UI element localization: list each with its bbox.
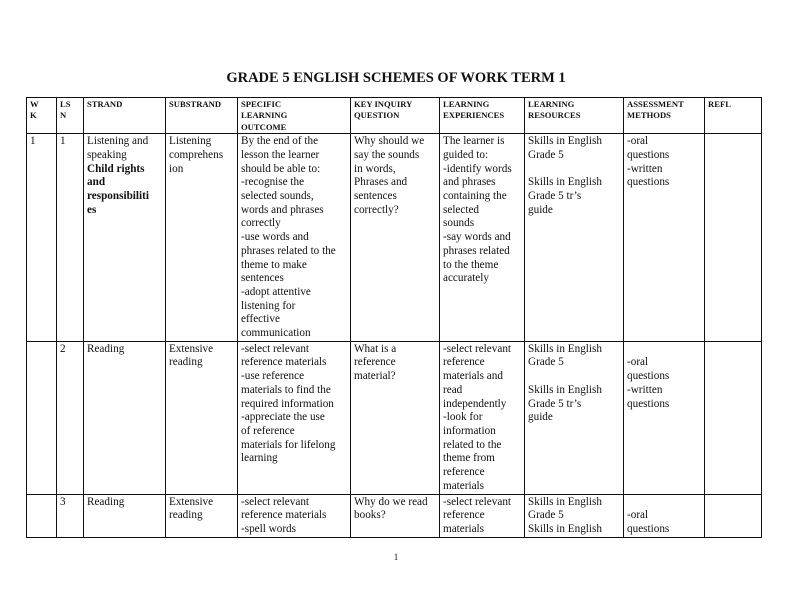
theme-text: Child rights and responsibiliti es bbox=[87, 162, 149, 216]
cell-experiences: -select relevant reference materials bbox=[440, 494, 525, 537]
header-question: KEY INQUIRY QUESTION bbox=[351, 98, 440, 134]
cell-experiences: The learner is guided to: -identify words and phrases containing the selected sounds -say words and phrases related to the theme accurately bbox=[440, 134, 525, 342]
header-lesson: LS N bbox=[57, 98, 84, 134]
cell-resources: Skills in English Grade 5 Skills in English Grade 5 tr’s guide bbox=[525, 134, 624, 342]
cell-substrand: Listening comprehens ion bbox=[166, 134, 238, 342]
cell-week: 1 bbox=[27, 134, 57, 342]
cell-lesson: 2 bbox=[57, 341, 84, 494]
header-outcome: SPECIFIC LEARNING OUTCOME bbox=[238, 98, 351, 134]
cell-question: Why should we say the sounds in words, Phrases and sentences correctly? bbox=[351, 134, 440, 342]
header-substrand: SUBSTRAND bbox=[166, 98, 238, 134]
page-number: 1 bbox=[393, 552, 399, 562]
table-row bbox=[27, 134, 762, 342]
cell-week bbox=[27, 494, 57, 537]
header-resources: LEARNING RESOURCES bbox=[525, 98, 624, 134]
cell-reflection bbox=[705, 341, 762, 494]
cell-experiences: -select relevant reference materials and read independently -look for information related to the theme from reference materials bbox=[440, 341, 525, 494]
cell-resources: Skills in English Grade 5 Skills in English Grade 5 tr’s guide bbox=[525, 341, 624, 494]
header-week: W K bbox=[27, 98, 57, 134]
table-row bbox=[27, 494, 762, 537]
strand-text: Listening and speaking bbox=[87, 135, 149, 161]
cell-lesson: 1 bbox=[57, 134, 84, 342]
cell-assessment: -oral questions -written questions bbox=[624, 134, 705, 342]
document-title: GRADE 5 ENGLISH SCHEMES OF WORK TERM 1 bbox=[226, 70, 566, 86]
cell-assessment: -oral questions -written questions bbox=[624, 341, 705, 494]
cell-question: Why do we read books? bbox=[351, 494, 440, 537]
cell-question: What is a reference material? bbox=[351, 341, 440, 494]
header-row bbox=[27, 98, 762, 134]
header-assessment: ASSESSMENT METHODS bbox=[624, 98, 705, 134]
header-reflection: REFL bbox=[705, 98, 762, 134]
cell-outcome: By the end of the lesson the learner should be able to: -recognise the selected sounds, words and phrases correctly -use words and phrases related to the theme to make sentences -adopt attentive listening for effective communication bbox=[238, 134, 351, 342]
cell-outcome: -select relevant reference materials -spell words bbox=[238, 494, 351, 537]
cell-week bbox=[27, 341, 57, 494]
cell-strand bbox=[84, 134, 166, 342]
cell-resources: Skills in English Grade 5 Skills in English bbox=[525, 494, 624, 537]
cell-substrand: Extensive reading bbox=[166, 341, 238, 494]
cell-strand: Reading bbox=[84, 494, 166, 537]
scheme-of-work-table bbox=[26, 97, 762, 538]
header-strand: STRAND bbox=[84, 98, 166, 134]
cell-reflection bbox=[705, 134, 762, 342]
cell-lesson: 3 bbox=[57, 494, 84, 537]
cell-strand: Reading bbox=[84, 341, 166, 494]
header-experiences: LEARNING EXPERIENCES bbox=[440, 98, 525, 134]
cell-assessment: -oral questions bbox=[624, 494, 705, 537]
cell-outcome: -select relevant reference materials -use reference materials to find the required information -appreciate the use of reference materials for lifelong learning bbox=[238, 341, 351, 494]
table-row bbox=[27, 341, 762, 494]
cell-reflection bbox=[705, 494, 762, 537]
cell-substrand: Extensive reading bbox=[166, 494, 238, 537]
